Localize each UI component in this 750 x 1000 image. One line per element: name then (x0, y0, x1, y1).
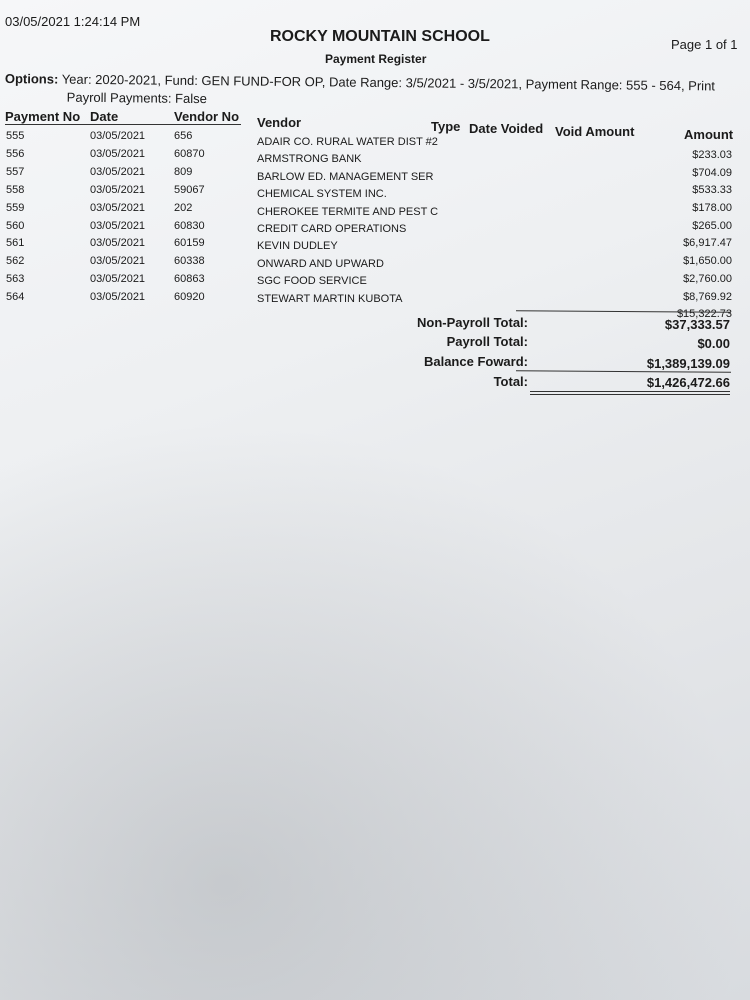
balance-forward-value: $1,389,139.09 (646, 356, 730, 371)
vendor-no: 59067 (174, 184, 205, 196)
table-row (0, 273, 750, 291)
vendor-name: CREDIT CARD OPERATIONS (257, 223, 407, 235)
table-row (0, 237, 750, 255)
non-payroll-total-value: $37,333.57 (664, 317, 730, 332)
amount-value: $2,760.00 (683, 272, 732, 285)
non-payroll-total-label: Non-Payroll Total: (417, 315, 528, 330)
table-row (0, 166, 750, 184)
vendor-name: BARLOW ED. MANAGEMENT SER (257, 171, 434, 183)
payment-no: 557 (6, 166, 25, 178)
payment-no: 556 (6, 148, 25, 160)
vendor-name: STEWART MARTIN KUBOTA (257, 293, 403, 305)
table-row (0, 202, 750, 220)
vendor-name: ONWARD AND UPWARD (257, 258, 384, 270)
amount-value: $233.03 (692, 149, 732, 161)
grand-total-value: $1,426,472.66 (646, 375, 730, 390)
payment-date: 03/05/2021 (90, 130, 146, 142)
payment-date: 03/05/2021 (90, 202, 146, 214)
vendor-name: ARMSTRONG BANK (257, 153, 362, 165)
amount-value: $6,917.47 (683, 237, 732, 250)
subtotal-rule (516, 310, 731, 313)
payment-date: 03/05/2021 (90, 291, 146, 303)
col-header-date-voided: Date Voided (469, 121, 544, 136)
vendor-name: CHEMICAL SYSTEM INC. (257, 188, 387, 200)
vendor-no: 60830 (174, 220, 205, 232)
table-row (0, 291, 750, 309)
vendor-no: 60920 (174, 291, 205, 303)
vendor-no: 202 (174, 202, 193, 214)
payment-date: 03/05/2021 (90, 237, 146, 249)
payment-no: 563 (6, 273, 25, 285)
balance-forward-label: Balance Foward: (423, 354, 528, 369)
payment-date: 03/05/2021 (90, 220, 146, 232)
school-name: ROCKY MOUNTAIN SCHOOL (270, 28, 490, 45)
amount-value: $533.33 (692, 184, 732, 197)
amount-column (677, 147, 732, 324)
table-row (0, 220, 750, 238)
vendor-name: CHEROKEE TERMITE AND PEST C (257, 206, 439, 218)
vendor-name: KEVIN DUDLEY (257, 240, 338, 252)
amount-value: $8,769.92 (683, 290, 732, 303)
print-timestamp: 03/05/2021 1:24:14 PM (5, 14, 141, 29)
col-header-date: Date (90, 109, 119, 124)
payment-date: 03/05/2021 (90, 148, 146, 160)
amount-value: $704.09 (692, 166, 732, 179)
table-row (0, 255, 750, 273)
report-options (5, 70, 715, 113)
col-header-vendor-no: Vendor No (174, 109, 240, 124)
payment-date: 03/05/2021 (90, 255, 146, 267)
vendor-no: 809 (174, 166, 193, 178)
paper-shadow (0, 420, 750, 1000)
report-title: Payment Register (325, 52, 427, 66)
vendor-no: 60870 (174, 148, 205, 160)
options-line2: Payroll Payments: False (66, 89, 207, 107)
payment-date: 03/05/2021 (90, 184, 146, 196)
col-header-vendor: Vendor (257, 115, 302, 130)
payroll-total-value: $0.00 (697, 336, 730, 351)
page-number: Page 1 of 1 (671, 37, 738, 52)
payment-no: 558 (6, 184, 25, 196)
vendor-no: 60159 (174, 237, 205, 249)
col-header-amount: Amount (684, 127, 734, 142)
payment-date: 03/05/2021 (90, 273, 146, 285)
payment-no: 564 (6, 291, 25, 303)
grand-total-label: Total: (493, 374, 528, 389)
payment-no: 561 (6, 237, 25, 249)
vendor-name: SGC FOOD SERVICE (257, 275, 367, 287)
payroll-total-label: Payroll Total: (446, 334, 528, 349)
vendor-name: ADAIR CO. RURAL WATER DIST #2 (257, 136, 438, 148)
total-double-rule (530, 391, 730, 395)
table-row (0, 148, 750, 166)
col-header-void-amount: Void Amount (555, 124, 635, 139)
payment-no: 560 (6, 220, 25, 232)
amount-value: $265.00 (692, 219, 732, 232)
table-row (0, 184, 750, 202)
payment-no: 559 (6, 202, 25, 214)
header-rule (5, 124, 241, 125)
options-label: Options: (4, 70, 59, 87)
vendor-no: 60863 (174, 273, 205, 285)
vendor-no: 60338 (174, 255, 205, 267)
col-header-type: Type (431, 119, 461, 134)
amount-value: $178.00 (692, 202, 732, 215)
payment-no: 562 (6, 255, 25, 267)
amount-value: $15,322.73 (676, 308, 732, 321)
table-row (0, 130, 750, 148)
col-header-payment-no: Payment No (5, 109, 81, 124)
options-line1: Year: 2020-2021, Fund: GEN FUND-FOR OP, Date Range: 3/5/2021 - 3/5/2021, Payment Range: 555 - 564, Print (61, 71, 716, 94)
amount-value: $1,650.00 (683, 255, 732, 268)
payment-date: 03/05/2021 (90, 166, 146, 178)
total-rule (516, 370, 731, 373)
payment-no: 555 (6, 130, 25, 142)
vendor-no: 656 (174, 130, 193, 142)
